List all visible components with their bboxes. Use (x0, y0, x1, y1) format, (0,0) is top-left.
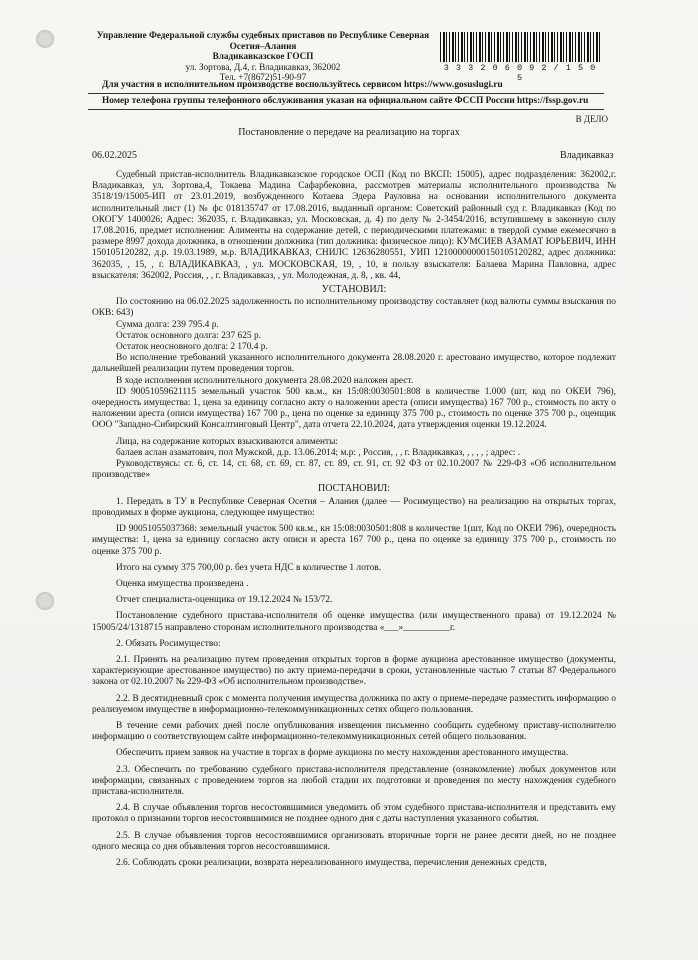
paragraph: Обеспечить прием заявок на участие в торгах в форме аукциона по месту нахождения арестованного имущества. (116, 748, 569, 759)
paragraph: 2.3. Обеспечить по требованию судебного пристава-исполнителя представление (ознакомление) любых документов или информации, связанных с проведением торгов на любой стадии их подготовки и проведения по месту нахождения судебного пристава-исполнителя. (92, 764, 616, 797)
vdelo-stamp: В ДЕЛО (575, 114, 608, 124)
paragraph: Во исполнение требований указанного исполнительного документа 28.08.2020 г. арестовано имущество, которое подлежит дальнейшей реализации путем проведения торгов. (92, 353, 616, 375)
divider (88, 109, 604, 110)
barcode-number: 3 3 3 2 0 6 0 9 2 / 1 5 0 5 (443, 63, 597, 83)
document-city: Владикавказ (560, 150, 614, 161)
paragraph: Отчет специалиста-оценщика от 19.12.2024 № 153/72. (116, 595, 333, 606)
paragraph: Остаток основного долга: 237 625 р. (116, 330, 261, 341)
hotline-note: Номер телефона группы телефонного обслуживания указан на официальном сайте ФССП России https://fssp.gov.ru (102, 96, 589, 106)
divider (88, 93, 604, 94)
paragraph: ID 90051059621115 земельный участок 500 кв.м., кн 15:08:0030501:808 в количестве 1.000 (шт, код по ОКЕИ 796), очередность имущества: 1, цена за единицу согласно акту о наложении ареста (описи имущества) 167 700 р., стоимость по акту о наложении ареста (описи имущества) 167 700 р., цена по оценке за единицу 375 700 р., стоимость по оценке 375 700 р., оценщик ООО "Западно-Сибирский Консалтинговый Центр", дата отчета 22.10.2024, дата утверждения оценки 19.12.2024. (92, 386, 616, 431)
barcode (440, 32, 600, 62)
paragraph: Итого на сумму 375 700,00 р. без учета НДС в количестве 1 лотов. (116, 562, 382, 573)
punch-hole (36, 592, 54, 610)
paragraph: 2.6. Соблюдать сроки реализации, возврата нереализованного имущества, перечисления денежных средств, (116, 857, 547, 868)
gosuslugi-note: Для участия в исполнительном производстве воспользуйтесь сервисом https://www.gosuslugi.ru (102, 80, 503, 90)
paragraph: Сумма долга: 239 795.4 р. (116, 319, 219, 330)
org-phone: Тел. +7(8672)51-90-97 (219, 72, 307, 82)
paragraph: 1. Передать в ТУ в Республике Северная Осетия – Алания (далее — Росимущество) на реализацию на открытых торгах, проводимых в форме аукциона, следующее имущество: (92, 496, 616, 518)
paragraph: Постановление судебного пристава-исполнителя об оценке имущества (или имущественного права) от 19.12.2024 № 15005/24/1318715 направлено сторонам исполнительного производства «___»__________г. (92, 611, 616, 633)
intro-paragraph: Судебный пристав-исполнитель Владикавказское городское ОСП (Код по ВКСП: 15005), адрес подразделения: 362002,г. Владикавказ, ул. Зортова,4, Токаева Мадина Сафарбековна, рассмотрев материалы исполнительного производства № 3518/19/15005-ИП от 23.01.2019, возбужденного Котаева Эдера Рауловна на основании исполнительного документа исполнительный лист (1) № фс 018135747 от 17.08.2016, выданный органом: Советский районный суд г. Владикавказ (Код по ОКОГУ 1400026; Адрес: 362035, г. Владикавказ, ул. Московская, д. 4) по делу № 2-3454/2016, вступившему в законную силу 17.08.2016, предмет исполнения: Алименты на содержание детей, с периодическими платежами: в твердой сумме ежемесячно в размере 8997 дохода должника, в отношении должника (тип должника: физическое лицо): КУМСИЕВ АЗАМАТ ЮРЬЕВИЧ, ИНН 150105120282, д.р. 19.03.1989, м.р. ВЛАДИКАВКАЗ, СНИЛС 12636280551, УИП 12100000000150105120282, адрес должника: 362035, , 15, , г. ВЛАДИКАВКАЗ, , ул. МОСКОВСКАЯ, 19, , 10, в пользу взыскателя: Балаева Марина Павловна, адрес взыскателя: 362002, Россия, , , г. Владикавказ, , ул. Молодежная, д. 8, , кв. 44, (92, 170, 616, 281)
document-date: 06.02.2025 (92, 150, 137, 161)
section-heading: ПОСТАНОВИЛ: (318, 483, 390, 495)
document-title: Постановление о передаче на реализацию на торгах (238, 127, 460, 138)
paragraph: 2. Обязать Росимущество: (116, 638, 221, 649)
paragraph: 2.5. В случае объявления торгов несостоявшимися организовать вторичные торги не ранее десяти дней, но не позднее одного месяца со дня объявления торгов несостоявшимися. (92, 830, 616, 852)
paragraph: 2.4. В случае объявления торгов несостоявшимися уведомить об этом судебного пристава-исполнителя и представить ему протокол о признании торгов несостоявшимися не позднее одного дня с даты наступления указанного события. (92, 803, 616, 825)
section-heading: УСТАНОВИЛ: (321, 284, 387, 296)
document-body (92, 170, 616, 869)
paragraph: ID 90051055037368: земельный участок 500 кв.м., кн 15:08:0030501:808 в количестве 1(шт, Код по ОКЕИ 796), очередность имущества: 1, цена за единицу согласно акту описи и ареста 167 700 р., цена по оценке за единицу 375 700 р., стоимость по оценке 375 700 р. (92, 524, 616, 557)
paragraph: 2.2. В десятидневный срок с момента получения имущества должника по акту о приеме-передаче разместить информацию о реализуемом имуществе в информационно-телекоммуникационных сетях общего пользования. (92, 693, 616, 715)
paragraph: Остаток неосновного долга: 2 170.4 р. (116, 342, 268, 353)
paragraph: По состоянию на 06.02.2025 задолженность по исполнительному производству составляет (код валюты суммы взыскания по ОКВ: 643) (92, 297, 616, 319)
dept-name: Владикавказское ГОСП (212, 51, 314, 61)
org-address: ул. Зортова, Д.4, г. Владикавказ, 362002 (185, 61, 341, 72)
paragraph: балаев аслан азаматович, пол Мужской, д.р. 13.06.2014; м.р: , Россия, , , г. Владикавказ, , , , , ; адрес: . (116, 447, 521, 458)
paragraph: 2.1. Принять на реализацию путем проведения открытых торгов в форме аукциона арестованное имущество (документы, характеризующие арестованное имущество) по акту приема-передачи в сроки, установленные частью 7 статьи 87 Федерального закона от 02.10.2007 № 229-ФЗ «Об исполнительном производстве». (92, 654, 616, 688)
punch-hole (36, 30, 54, 48)
org-name: Управление Федеральной службы судебных приставов по Республике Северная Осетия–Алания (96, 30, 430, 51)
paragraph: В ходе исполнения исполнительного документа 28.08.2020 наложен арест. (116, 375, 414, 386)
letterhead (88, 30, 438, 83)
paragraph: Лица, на содержание которых взыскиваются алименты: (116, 436, 339, 447)
paragraph: Оценка имущества произведена . (116, 578, 249, 589)
paragraph: В течение семи рабочих дней после опубликования извещения письменно сообщить судебному приставу-исполнителю информацию о соответствующем сайте информационно-телекоммуникационных сетей общего пользования. (92, 720, 616, 743)
paragraph: Руководствуясь: ст. 6, ст. 14, ст. 68, ст. 69, ст. 87, ст. 89, ст. 91, ст. 92 ФЗ от 02.10.2007 № 229-ФЗ «Об исполнительном производстве» (92, 459, 616, 481)
